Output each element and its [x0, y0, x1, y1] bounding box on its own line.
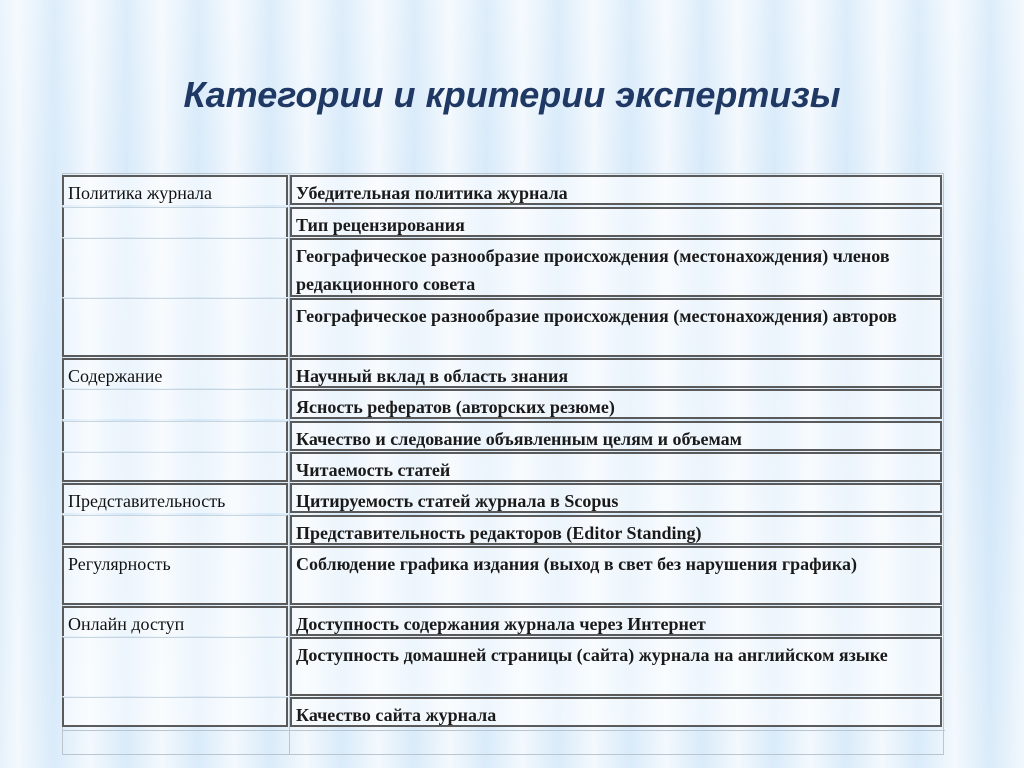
table-row	[62, 483, 944, 513]
table-row	[62, 637, 944, 696]
table-row	[62, 298, 944, 357]
category-cell	[62, 207, 288, 237]
table-row	[62, 421, 944, 451]
category-cell	[62, 697, 288, 727]
table-row	[62, 358, 944, 388]
category-cell	[62, 389, 288, 419]
criterion-cell: Тип рецензирования	[290, 207, 942, 237]
criterion-cell: Читаемость статей	[290, 452, 942, 482]
category-cell: Представительность	[62, 483, 288, 513]
criterion-cell: Доступность домашней страницы (сайта) журнала на английском языке	[290, 637, 942, 696]
table-row	[62, 207, 944, 237]
table-row	[62, 546, 944, 605]
category-cell	[62, 421, 288, 451]
criteria-table	[62, 173, 944, 755]
category-cell: Регулярность	[62, 546, 288, 605]
criterion-cell: Географическое разнообразие происхождения (местонахождения) членов редакционного совета	[290, 238, 942, 297]
criterion-cell: Цитируемость статей журнала в Scopus	[290, 483, 942, 513]
table-row	[62, 238, 944, 297]
table-row	[62, 452, 944, 482]
category-cell	[62, 515, 288, 545]
criterion-cell: Качество и следование объявленным целям и объемам	[290, 421, 942, 451]
category-cell: Содержание	[62, 358, 288, 388]
criterion-cell: Ясность рефератов (авторских резюме)	[290, 389, 942, 419]
table-row	[62, 697, 944, 727]
category-cell: Онлайн доступ	[62, 606, 288, 636]
table-row	[62, 175, 944, 205]
criterion-cell: Представительность редакторов (Editor Standing)	[290, 515, 942, 545]
category-cell	[62, 298, 288, 357]
criterion-cell: Качество сайта журнала	[290, 697, 942, 727]
criterion-cell: Доступность содержания журнала через Интернет	[290, 606, 942, 636]
table-empty-row	[63, 730, 945, 755]
category-cell	[62, 452, 288, 482]
category-cell	[62, 238, 288, 297]
criterion-cell: Научный вклад в область знания	[290, 358, 942, 388]
table-row	[62, 606, 944, 636]
page-title: Категории и критерии экспертизы	[183, 74, 841, 115]
category-cell	[62, 637, 288, 696]
criterion-cell: Убедительная политика журнала	[290, 175, 942, 205]
table-row	[62, 515, 944, 545]
criterion-cell: Соблюдение графика издания (выход в свет без нарушения графика)	[290, 546, 942, 605]
table-row	[62, 389, 944, 419]
criterion-cell: Географическое разнообразие происхождения (местонахождения) авторов	[290, 298, 942, 357]
category-cell: Политика журнала	[62, 175, 288, 205]
